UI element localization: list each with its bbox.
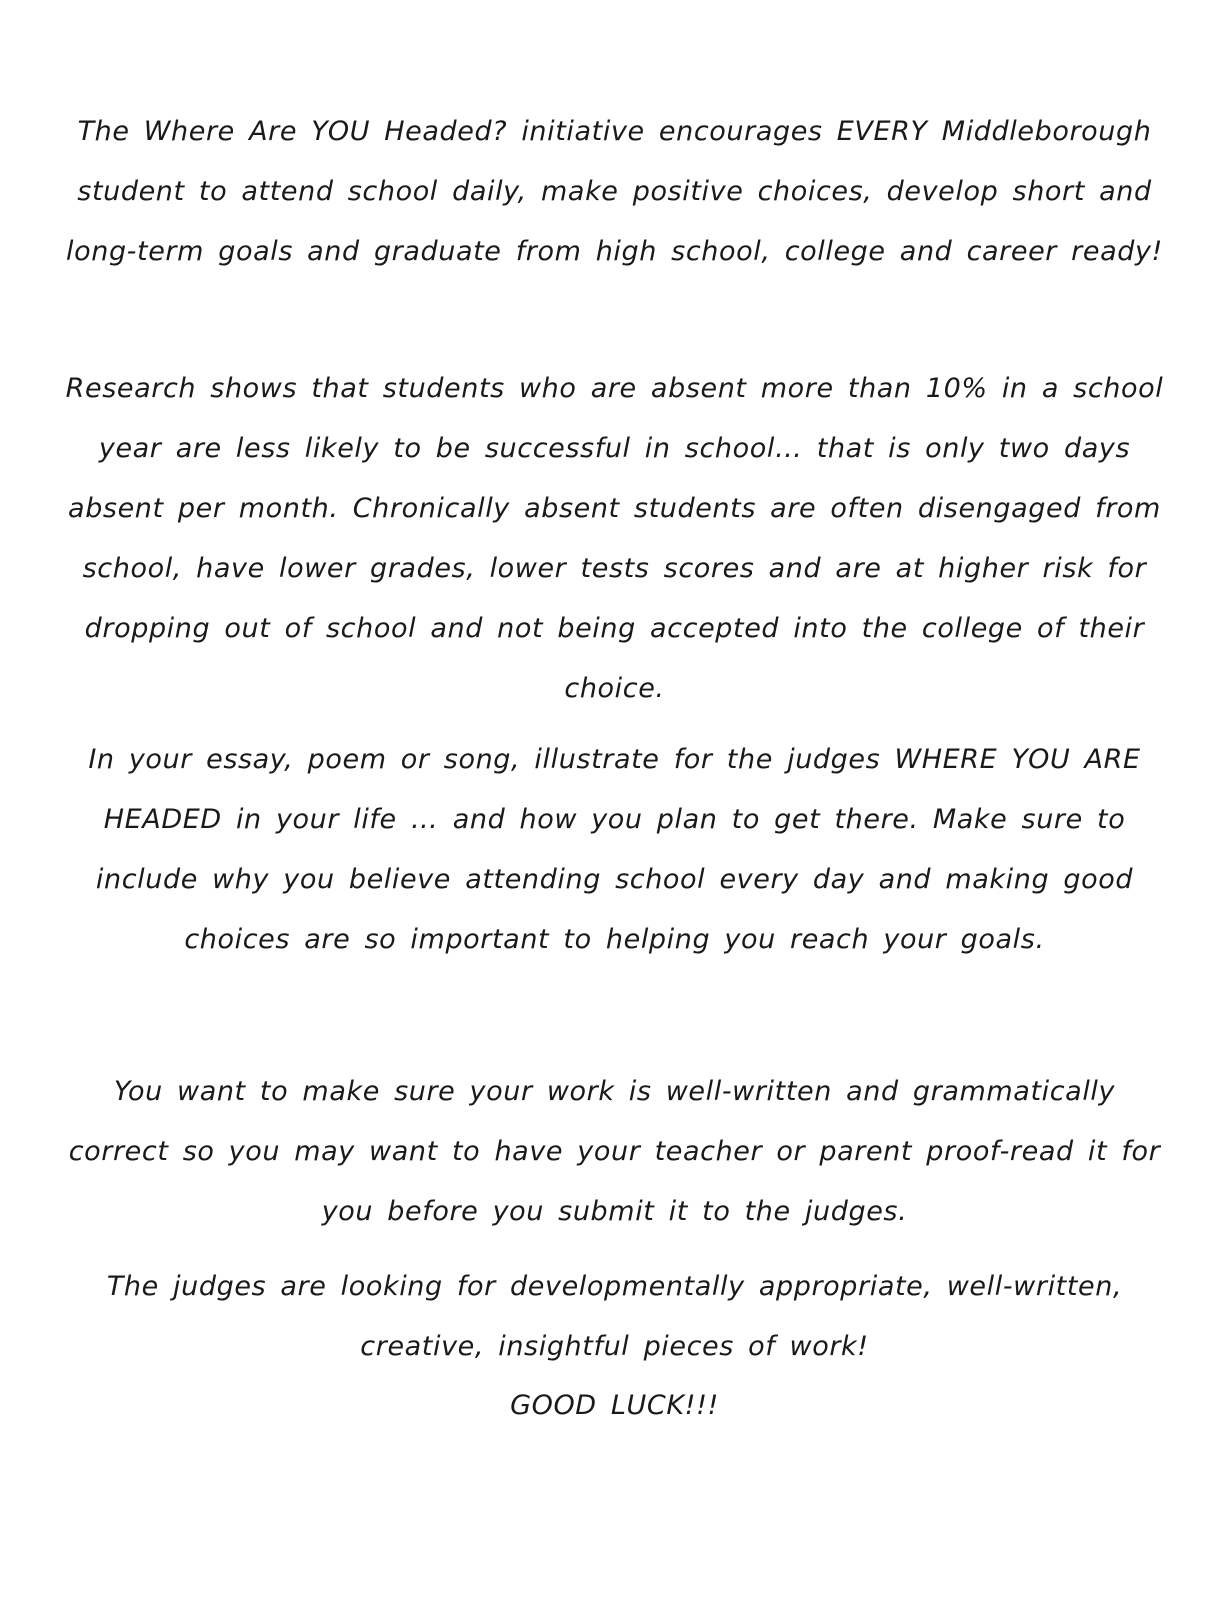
closing-line: GOOD LUCK!!!	[510, 1390, 719, 1421]
intro-paragraph: The Where Are YOU Headed? initiative encourages EVERY Middleborough student to attend school daily, make positive choices, develop short and long-term goals and graduate from high school, college and career ready!	[66, 116, 1163, 267]
essay-instructions-paragraph: In your essay, poem or song, illustrate for the judges WHERE YOU ARE HEADED in your life … and how you plan to get there. Make sure to include why you believe attending school every day and making good choices are so important to helping you reach your goals.	[88, 744, 1141, 955]
proofread-paragraph: You want to make sure your work is well-written and grammatically correct so you may want to have your teacher or parent proof-read it for you before you submit it to the judges.	[68, 1076, 1161, 1227]
judging-criteria-paragraph: The judges are looking for developmentally appropriate, well-written, creative, insightful pieces of work!	[106, 1271, 1123, 1362]
research-paragraph: Research shows that students who are absent more than 10% in a school year are less likely to be successful in school… that is only two days absent per month. Chronically absent students are often disengaged from school, have lower grades, lower tests scores and are at higher risk for dropping out of school and not being accepted into the college of their choice.	[65, 373, 1164, 704]
